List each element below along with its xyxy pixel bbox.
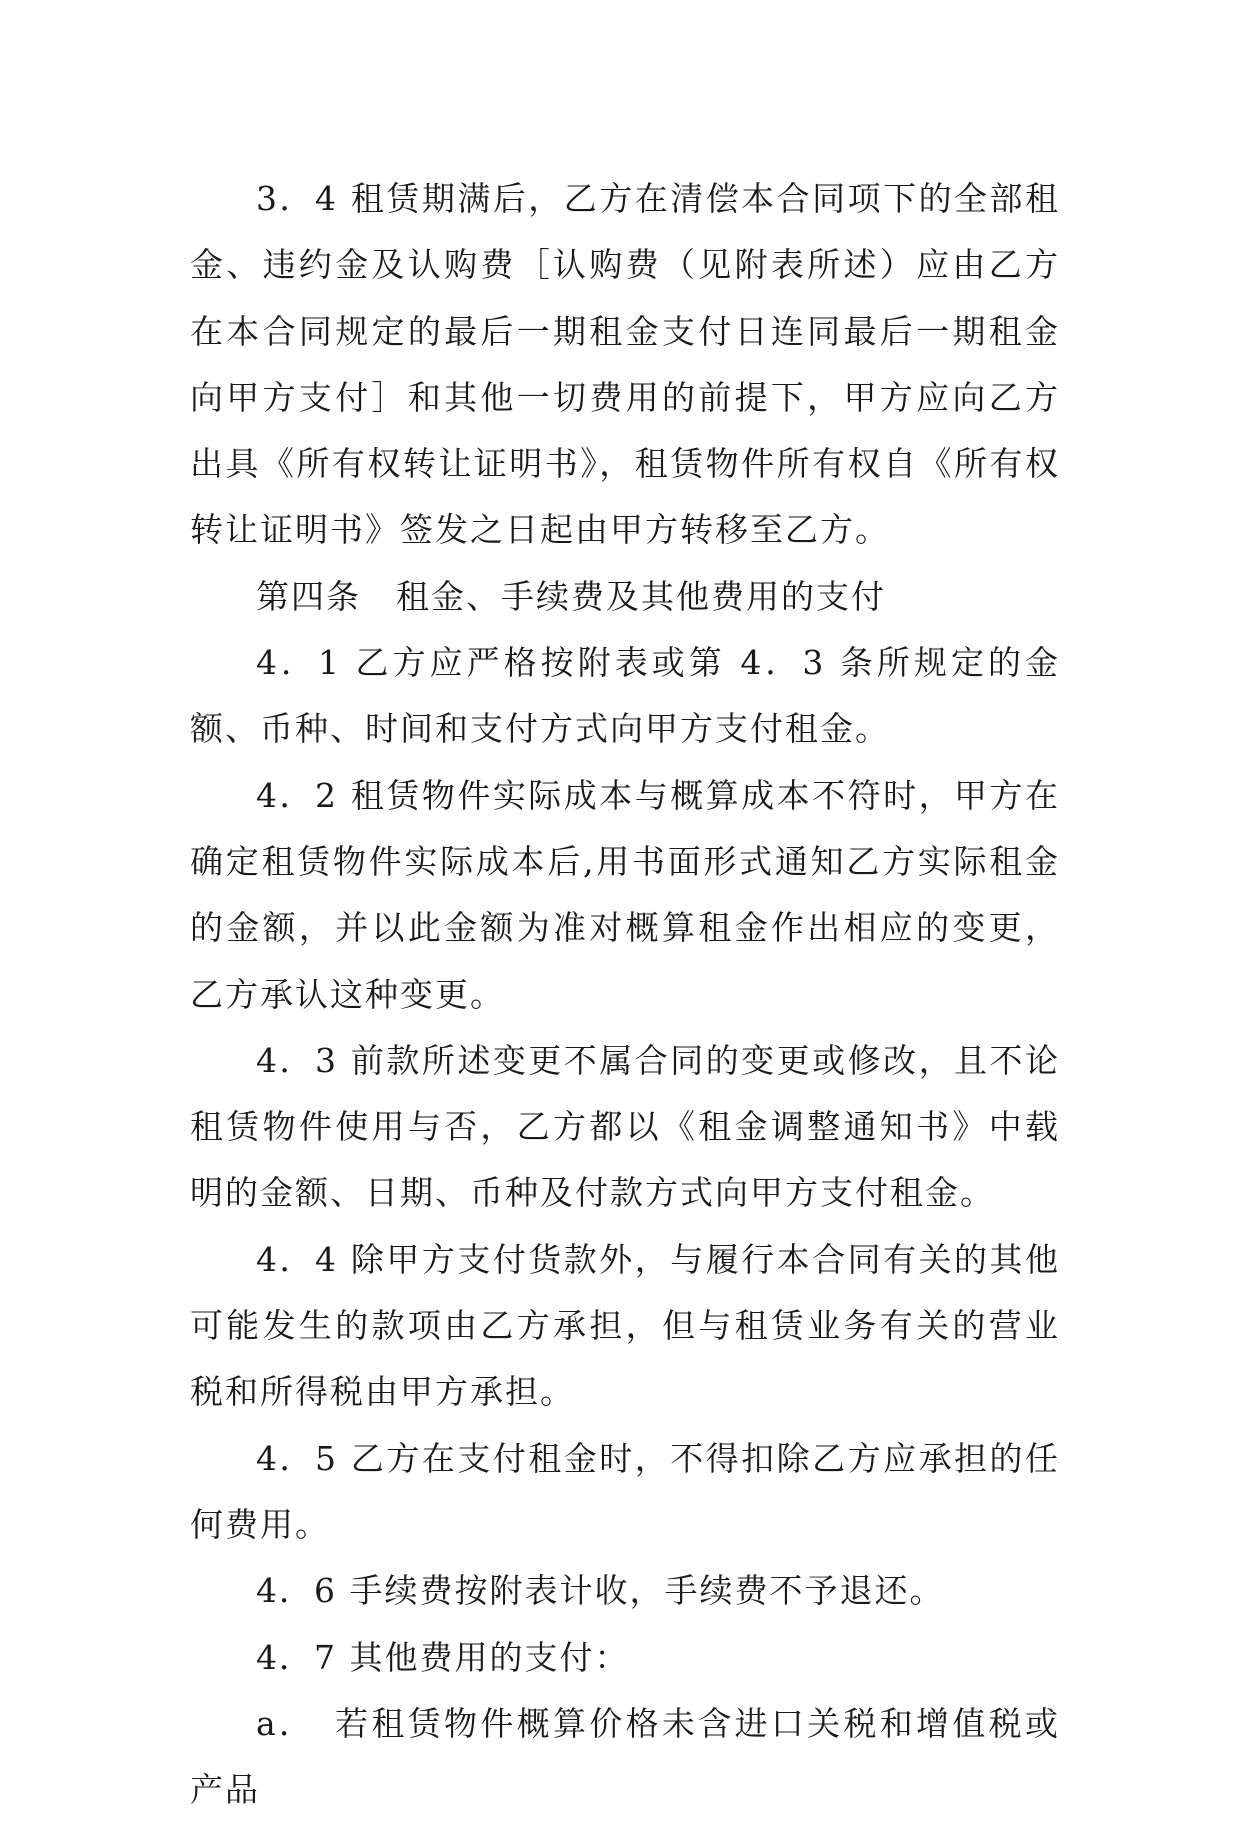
clause-4-6: 4．6 手续费按附表计收，手续费不予退还。 (256, 1571, 945, 1611)
clause-4-4: 4．4 除甲方支付货款外，与履行本合同有关的其他可能发生的款项由乙方承担，但与租赁业务有关的营业税和所得税由甲方承担。 (190, 1239, 1060, 1412)
clause-4-3: 4．3 前款所述变更不属合同的变更或修改，且不论租赁物件使用与否，乙方都以《租金调整通知书》中载明的金额、日期、币种及付款方式向甲方支付租金。 (190, 1040, 1060, 1213)
clause-4-1: 4．1 乙方应严格按附表或第 4．3 条所规定的金额、币种、时间和支付方式向甲方支付租金。 (190, 643, 1060, 749)
clause-4-7-a: a． 若租赁物件概算价格未含进口关税和增值税或产品 (190, 1703, 1060, 1810)
clause-3-4: 3．4 租赁期满后，乙方在清偿本合同项下的全部租金、违约金及认购费［认购费（见附表所述）应由乙方在本合同规定的最后一期租金支付日连同最后一期租金向甲方支付］和其他一切费用的前提下，甲方应向乙方出具《所有权转让证明书》，租赁物件所有权自《所有权转让证明书》签发之日起由甲方转移至乙方。 (190, 179, 1060, 550)
clause-4-5: 4．5 乙方在支付租金时，不得扣除乙方应承担的任何费用。 (190, 1438, 1060, 1544)
article-4-title: 第四条 租金、手续费及其他费用的支付 (256, 576, 886, 616)
document-body (190, 166, 1060, 1823)
clause-4-2: 4．2 租赁物件实际成本与概算成本不符时，甲方在确定租赁物件实际成本后,用书面形式通知乙方实际租金的金额，并以此金额为准对概算租金作出相应的变更，乙方承认这种变更。 (190, 775, 1060, 1014)
clause-4-7: 4．7 其他费用的支付： (256, 1637, 630, 1677)
